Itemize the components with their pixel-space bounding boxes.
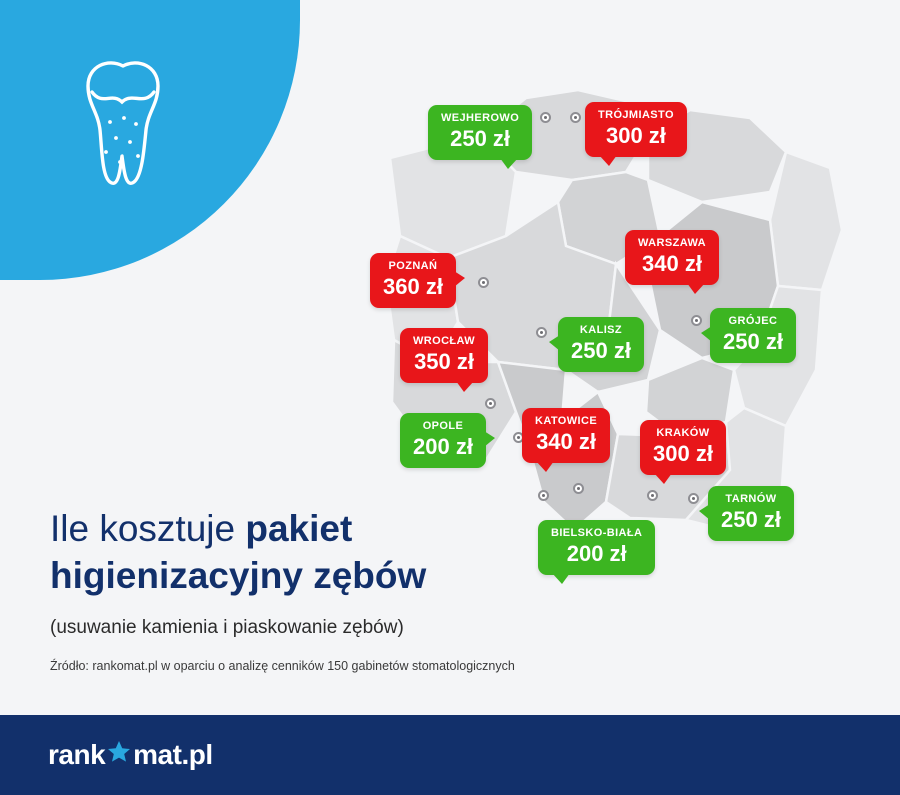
city-dot-grojec (691, 315, 702, 326)
logo-text-right: mat.pl (133, 738, 213, 770)
label-tail (456, 381, 474, 392)
city-dot-bielsko (573, 483, 584, 494)
tooth-icon (68, 52, 178, 192)
city-dot-katowice (538, 490, 549, 501)
headline-block (50, 505, 520, 673)
price-label-grojec[interactable] (710, 308, 796, 363)
price-label-poznan[interactable] (370, 253, 456, 308)
label-tail (701, 326, 712, 342)
city-dot-trojmiasto (570, 112, 581, 123)
city-name: BIELSKO-BIAŁA (551, 527, 643, 539)
city-price: 360 zł (383, 274, 443, 299)
page-title (50, 505, 520, 599)
city-name: WROCŁAW (413, 335, 476, 347)
city-price: 340 zł (642, 251, 702, 276)
label-tail (454, 271, 465, 287)
city-price: 250 zł (721, 507, 781, 532)
rankomat-logo[interactable] (48, 738, 213, 771)
label-tail (552, 573, 570, 584)
source-note: Źródło: rankomat.pl w oparciu o analizę cenników 150 gabinetów stomatologicznych (50, 659, 515, 673)
city-price: 200 zł (413, 434, 473, 459)
label-tail (549, 335, 560, 351)
city-name: GRÓJEC (728, 315, 778, 327)
label-tail (654, 473, 672, 484)
city-price: 200 zł (566, 541, 627, 566)
label-tail (687, 283, 705, 294)
logo-text-left: rank (48, 738, 106, 770)
city-price: 340 zł (536, 429, 596, 454)
price-label-wroclaw[interactable] (400, 328, 488, 383)
city-price: 250 zł (450, 126, 511, 151)
price-label-opole[interactable] (400, 413, 486, 468)
label-tail (536, 461, 554, 472)
subtitle: (usuwanie kamienia i piaskowanie zębów) (50, 617, 404, 638)
city-price: 300 zł (653, 441, 713, 466)
city-name: TARNÓW (725, 493, 777, 505)
city-dot-wroclaw (485, 398, 496, 409)
price-label-bielsko-biala[interactable] (538, 520, 655, 575)
city-name: WEJHEROWO (441, 112, 520, 124)
city-name: KRAKÓW (656, 427, 710, 439)
city-price: 300 zł (605, 123, 666, 148)
star-icon (106, 739, 132, 772)
label-tail (599, 155, 617, 166)
city-name: KATOWICE (535, 415, 598, 427)
city-name: TRÓJMIASTO (598, 109, 674, 121)
city-name: POZNAŃ (388, 260, 438, 272)
price-label-katowice[interactable] (522, 408, 610, 463)
city-dot-wejherowo (540, 112, 551, 123)
city-dot-poznan (478, 277, 489, 288)
label-tail (699, 504, 710, 520)
city-dot-kalisz (536, 327, 547, 338)
city-price: 250 zł (571, 338, 631, 363)
price-label-krakow[interactable] (640, 420, 726, 475)
price-label-warszawa[interactable] (625, 230, 719, 285)
city-name: OPOLE (422, 420, 464, 432)
title-line2-bold: higienizacyjny zębów (50, 555, 427, 596)
title-line1-bold: pakiet (245, 508, 353, 549)
city-dot-tarnow (688, 493, 699, 504)
city-price: 250 zł (723, 329, 783, 354)
city-price: 350 zł (414, 349, 474, 374)
title-line1-plain: Ile kosztuje (50, 508, 246, 549)
price-label-wejherowo[interactable] (428, 105, 532, 160)
footer-bar (0, 715, 900, 795)
price-label-tarnow[interactable] (708, 486, 794, 541)
price-label-trojmiasto[interactable] (585, 102, 687, 157)
city-name: WARSZAWA (638, 237, 706, 249)
price-label-kalisz[interactable] (558, 317, 644, 372)
city-dot-krakow (647, 490, 658, 501)
city-name: KALISZ (579, 324, 623, 336)
label-tail (500, 158, 518, 169)
label-tail (484, 431, 495, 447)
